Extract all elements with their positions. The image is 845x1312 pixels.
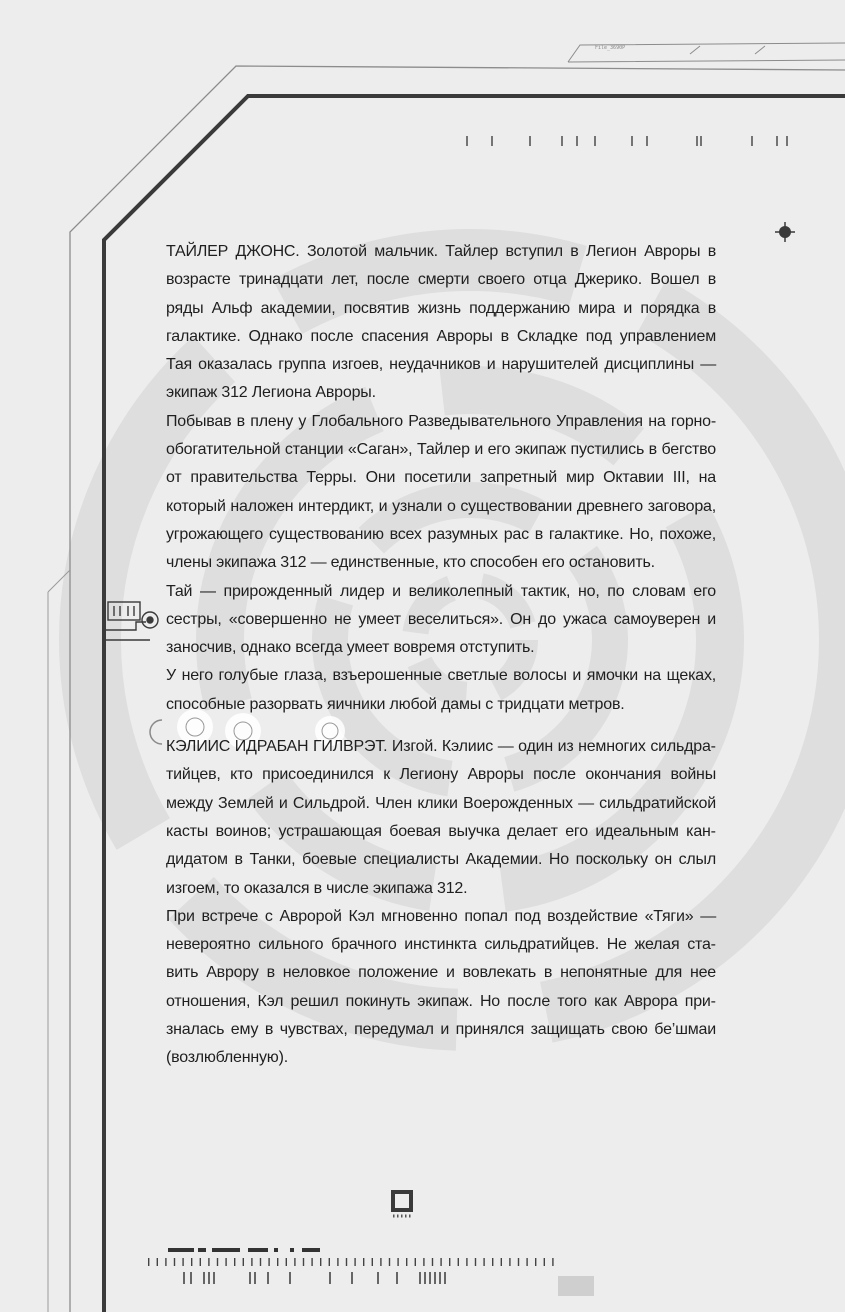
paragraph-tyler-appearance: У него голубые глаза, взъерошенные светлые волосы и ямочки на щеках, способные разорвать яичники любой дамы с тридцати метров. <box>166 667 716 713</box>
paragraph-kaliis-intro: КЭЛИИС ИДРАБАН ГИЛВРЭТ. Изгой. Кэлиис — один из немногих сильдратийцев, кто присоединился к Легиону Авроры после окончания войны между Землей и Сильдрой. Член клики Воерожденных — сильдратийской касты воинов; устрашающая боевая выучка делает его идеальным кандидатом в Танки, боевые специалисты Академии. Но поскольку он слыл изгоем, то оказался в числе экипажа 312. <box>166 738 716 897</box>
paragraph-tyler-history: Побывав в плену у Глобального Разведывательного Управления на горно-обогатительной станции «Саган», Тайлер и его экипаж пустились в бегство от правительства Терры. Они посетили запретный мир Октавии III, на который наложен интердикт, и узнали о существовании древнего заговора, угрожающего существованию всех разумных рас в галактике. Но, похоже, члены экипажа 312 — единственные, кто способен его остановить. <box>166 412 716 572</box>
file-label: File_3690P <box>595 45 626 51</box>
top-tick-marks <box>467 136 787 146</box>
bottom-barcode <box>168 1248 320 1252</box>
paragraph-tyler-character: Тай — прирожденный лидер и великолепный тактик, но, по словам его сестры, «совершенно не умеет веселиться». Он до ужаса самоуверен и заносчив, однако всегда умеет вовремя отступить. <box>166 582 716 657</box>
paragraph-kaliis-story: При встрече с Авророй Кэл мгновенно попал под воздействие «Тяги» — невероятно сильного брачного инстинкта сильдратийцев. Не желая ставить Аврору в неловкое положение и вовлекать в непонятные для нее отношения, Кэл решил покинуть экипаж. Но после того как Аврора призналась ему в чувствах, передумал и принялся защищать свою бе’шмаи (возлюбленную). <box>166 907 716 1067</box>
bottom-grey-block <box>558 1276 594 1296</box>
bottom-tick-row <box>184 1272 445 1284</box>
paragraph-tyler-intro: ТАЙЛЕР ДЖОНС. Золотой мальчик. Тайлер вступил в Легион Авроры в возрасте тринадцати лет, после смерти своего отца Джерико. Вошел в ряды Альф академии, посвятив жизнь поддержанию мира и порядка в галактике. Однако после спасения Авроры в Складке под управлением Тая оказалась группа изгоев, неудачников и нарушителей дисциплины — экипаж 312 Легиона Авроры. <box>166 243 716 402</box>
target-marker-icon <box>775 222 795 242</box>
character-descriptions <box>166 238 716 1073</box>
bottom-square-icon <box>393 1192 411 1216</box>
